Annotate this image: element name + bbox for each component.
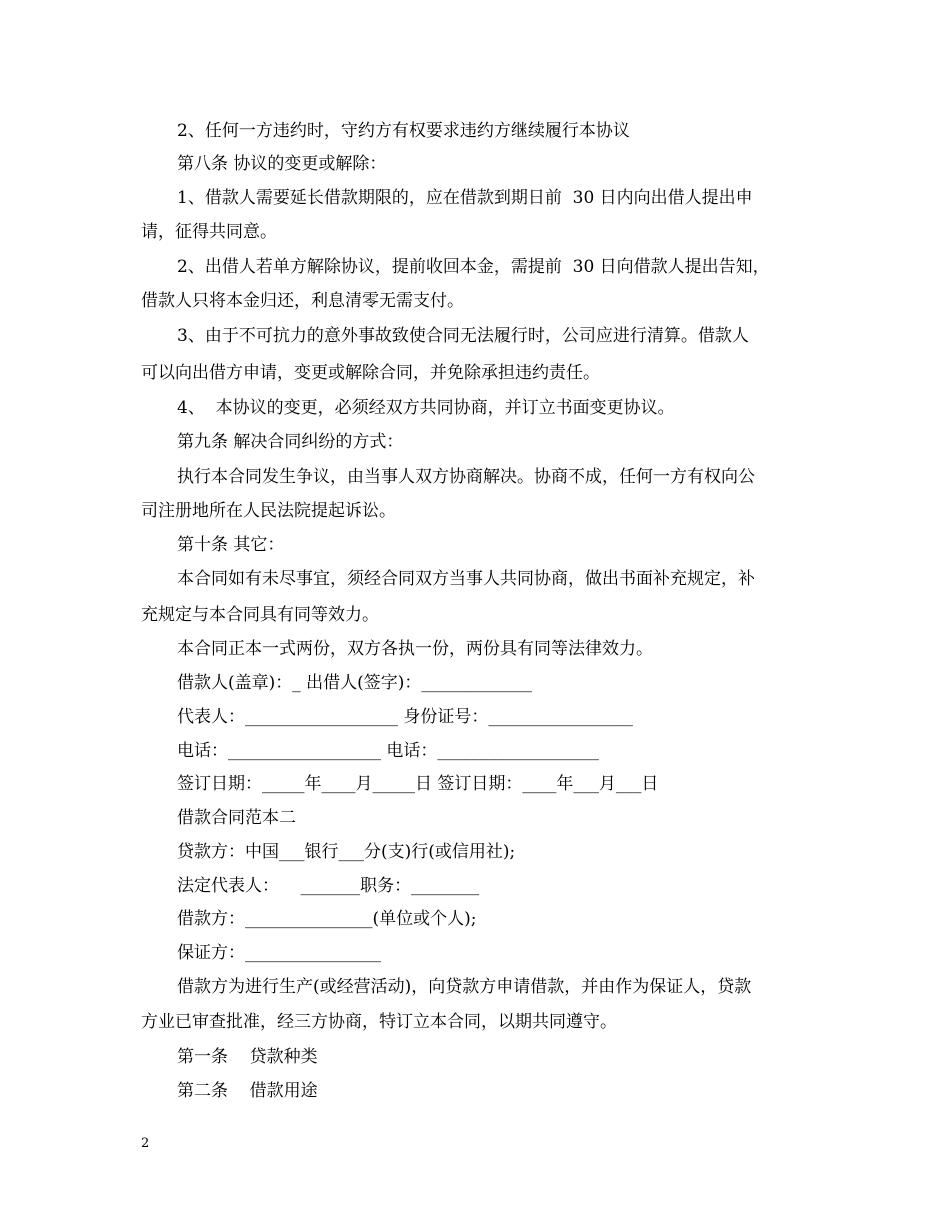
text-line: 借款方为进行生产(或经营活动)，向贷款方申请借款，并由作为保证人，贷款 — [177, 977, 752, 997]
text-line: 请，征得共同意。 — [141, 222, 277, 242]
text-line: 借款人只将本金归还，利息清零无需支付。 — [141, 291, 464, 311]
form-line: 借款方：_______________(单位或个人); — [177, 909, 477, 929]
section-heading: 借款合同范本二 — [177, 808, 296, 828]
text-line: 可以向出借方申请，变更或解除合同，并免除承担违约责任。 — [141, 363, 600, 383]
text-line: 司注册地所在人民法院提起诉讼。 — [141, 501, 396, 521]
text-line: 1、借款人需要延长借款期限的，应在借款到期日前 30 日内向出借人提出申 — [177, 188, 753, 208]
section-heading: 第十条 其它： — [177, 535, 285, 555]
text-line: 4、 本协议的变更，必须经双方共同协商，并订立书面变更协议。 — [177, 398, 675, 418]
text-line: 本合同正本一式两份，双方各执一份，两份具有同等法律效力。 — [177, 639, 653, 659]
text-line: 2、任何一方违约时，守约方有权要求违约方继续履行本协议 — [177, 121, 630, 141]
section-heading: 第八条 协议的变更或解除： — [177, 154, 387, 174]
text-line: 方业已审查批准，经三方协商，特订立本合同，以期共同遵守。 — [141, 1012, 617, 1032]
signature-line: 代表人：__________________ 身份证号：_________________ — [177, 707, 633, 727]
text-line: 充规定与本合同具有同等效力。 — [141, 605, 379, 625]
text-line: 3、由于不可抗力的意外事故致使合同无法履行时，公司应进行清算。借款人 — [177, 326, 749, 346]
signature-line: 借款人(盖章)：_ 出借人(签字)：_____________ — [177, 673, 532, 693]
text-line: 执行本合同发生争议，由当事人双方协商解决。协商不成，任何一方有权向公 — [177, 467, 755, 487]
signature-line: 电话：__________________ 电话：___________________ — [177, 741, 599, 761]
text-line: 本合同如有未尽事宜，须经合同双方当事人共同协商，做出书面补充规定，补 — [177, 569, 755, 589]
form-line: 贷款方：中国___银行___分(支)行(或信用社); — [177, 842, 516, 862]
section-heading: 第一条 贷款种类 — [177, 1047, 318, 1067]
section-heading: 第九条 解决合同纠纷的方式： — [177, 432, 404, 452]
signature-line: 签订日期：_____年____月_____日 签订日期：____年___月___日 — [177, 774, 659, 794]
form-line: 保证方：________________ — [177, 943, 381, 963]
page-number: 2 — [141, 1136, 150, 1151]
section-heading: 第二条 借款用途 — [177, 1081, 318, 1101]
form-line: 法定代表人： _______职务：________ — [177, 876, 480, 896]
text-line: 2、出借人若单方解除协议，提前收回本金，需提前 30 日向借款人提出告知， — [177, 257, 770, 277]
